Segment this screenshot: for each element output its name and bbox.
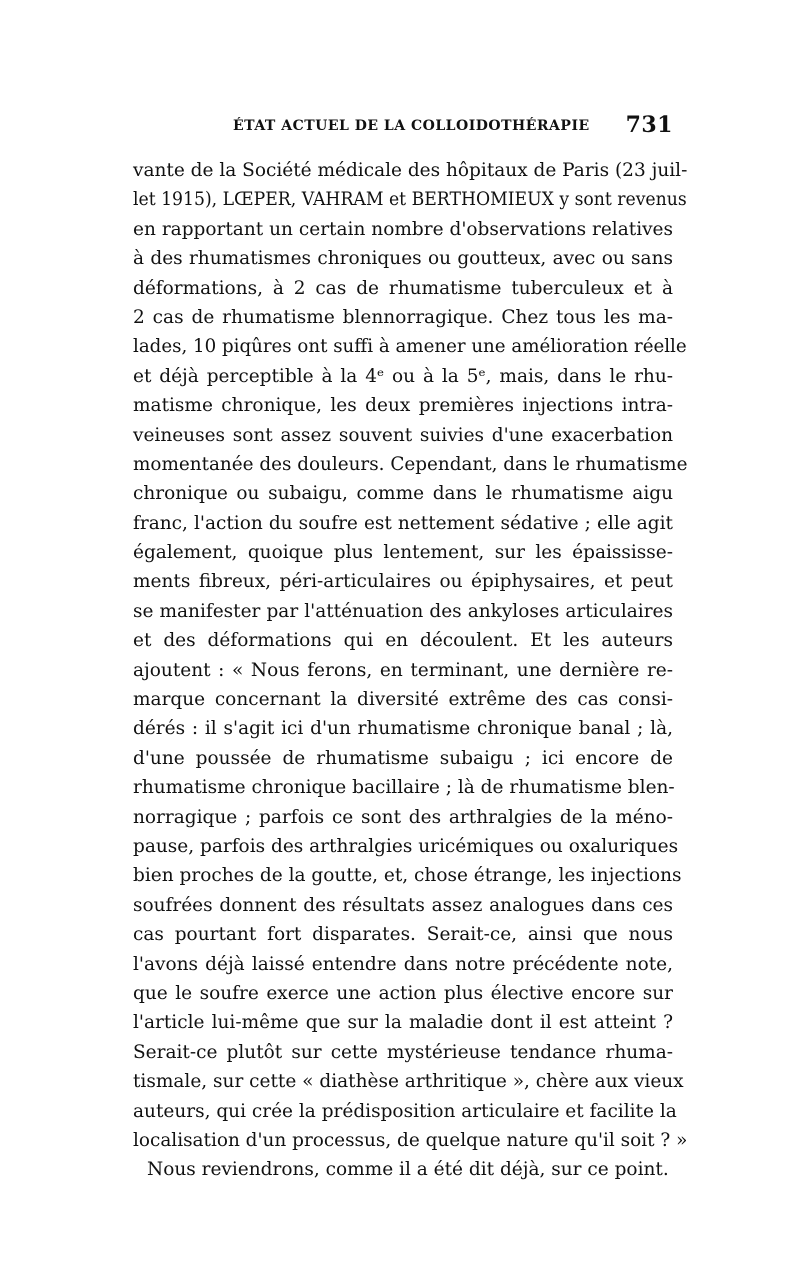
text-line: l'avons déjà laissé entendre dans notre précédente note, [133, 953, 673, 975]
text-line: auteurs, qui crée la prédisposition articulaire et facilite la [133, 1100, 677, 1122]
page-number: 731 [625, 112, 673, 138]
text-line: cas pourtant fort disparates. Serait-ce, ainsi que nous [133, 924, 673, 946]
text-line: localisation d'un processus, de quelque nature qu'il soit ? » [133, 1129, 688, 1151]
text-line: lades, 10 piqûres ont suffi à amener une amélioration réelle [133, 336, 687, 358]
text-line: et déjà perceptible à la 4ᵉ ou à la 5ᵉ, mais, dans le rhu- [133, 365, 673, 387]
text-line: vante de la Société médicale des hôpitaux de Paris (23 juil- [133, 160, 688, 181]
text-line: veineuses sont assez souvent suivies d'une exacerbation [133, 424, 673, 446]
text-line: bien proches de la goutte, et, chose étrange, les injections [133, 865, 682, 887]
text-line: ajoutent : « Nous ferons, en terminant, une dernière re- [133, 659, 673, 681]
text-line: chronique ou subaigu, comme dans le rhumatisme aigu [133, 483, 673, 505]
text-line: momentanée des douleurs. Cependant, dans le rhumatisme [133, 453, 688, 475]
text-line: let 1915), LŒPER, VAHRAM et BERTHOMIEUX y sont revenus [133, 189, 687, 211]
running-header [133, 112, 673, 146]
text-line: pause, parfois des arthralgies uricémiques ou oxaluriques [133, 835, 679, 857]
text-line: Serait-ce plutôt sur cette mystérieuse tendance rhuma- [133, 1041, 673, 1063]
text-line: déformations, à 2 cas de rhumatisme tuberculeux et à [133, 277, 673, 299]
text-line: l'article lui-même que sur la maladie dont il est atteint ? [133, 1012, 673, 1034]
text-line: également, quoique plus lentement, sur les épaississe- [133, 542, 673, 564]
text-line: et des déformations qui en découlent. Et les auteurs [133, 630, 673, 652]
text-line: ments fibreux, péri-articulaires ou épiphysaires, et peut [133, 571, 673, 593]
body-text [133, 156, 688, 1185]
text-line: dérés : il s'agit ici d'un rhumatisme chronique banal ; là, [133, 718, 673, 740]
text-line: que le soufre exerce une action plus élective encore sur [133, 982, 673, 1004]
text-line: d'une poussée de rhumatisme subaigu ; ici encore de [133, 747, 673, 769]
text-line: se manifester par l'atténuation des ankyloses articulaires [133, 600, 673, 622]
text-line: franc, l'action du soufre est nettement sédative ; elle agit [133, 512, 673, 534]
text-line: tismale, sur cette « diathèse arthritique », chère aux vieux [133, 1071, 684, 1093]
text-line: à des rhumatismes chroniques ou goutteux, avec ou sans [133, 248, 673, 270]
text-line: 2 cas de rhumatisme blennorragique. Chez tous les ma- [133, 306, 673, 328]
text-line: rhumatisme chronique bacillaire ; là de rhumatisme blen- [133, 777, 675, 799]
text-line: matisme chronique, les deux premières injections intra- [133, 395, 673, 417]
text-line: marque concernant la diversité extrême des cas consi- [133, 689, 673, 711]
text-line: norragique ; parfois ce sont des arthralgies de la méno- [133, 806, 673, 828]
text-line: soufrées donnent des résultats assez analogues dans ces [133, 894, 673, 916]
running-title: ÉTAT ACTUEL DE LA COLLOIDOTHÉRAPIE [233, 118, 590, 134]
text-line: en rapportant un certain nombre d'observations relatives [133, 218, 673, 240]
paragraph-last-line: Nous reviendrons, comme il a été dit déjà, sur ce point. [147, 1159, 669, 1181]
